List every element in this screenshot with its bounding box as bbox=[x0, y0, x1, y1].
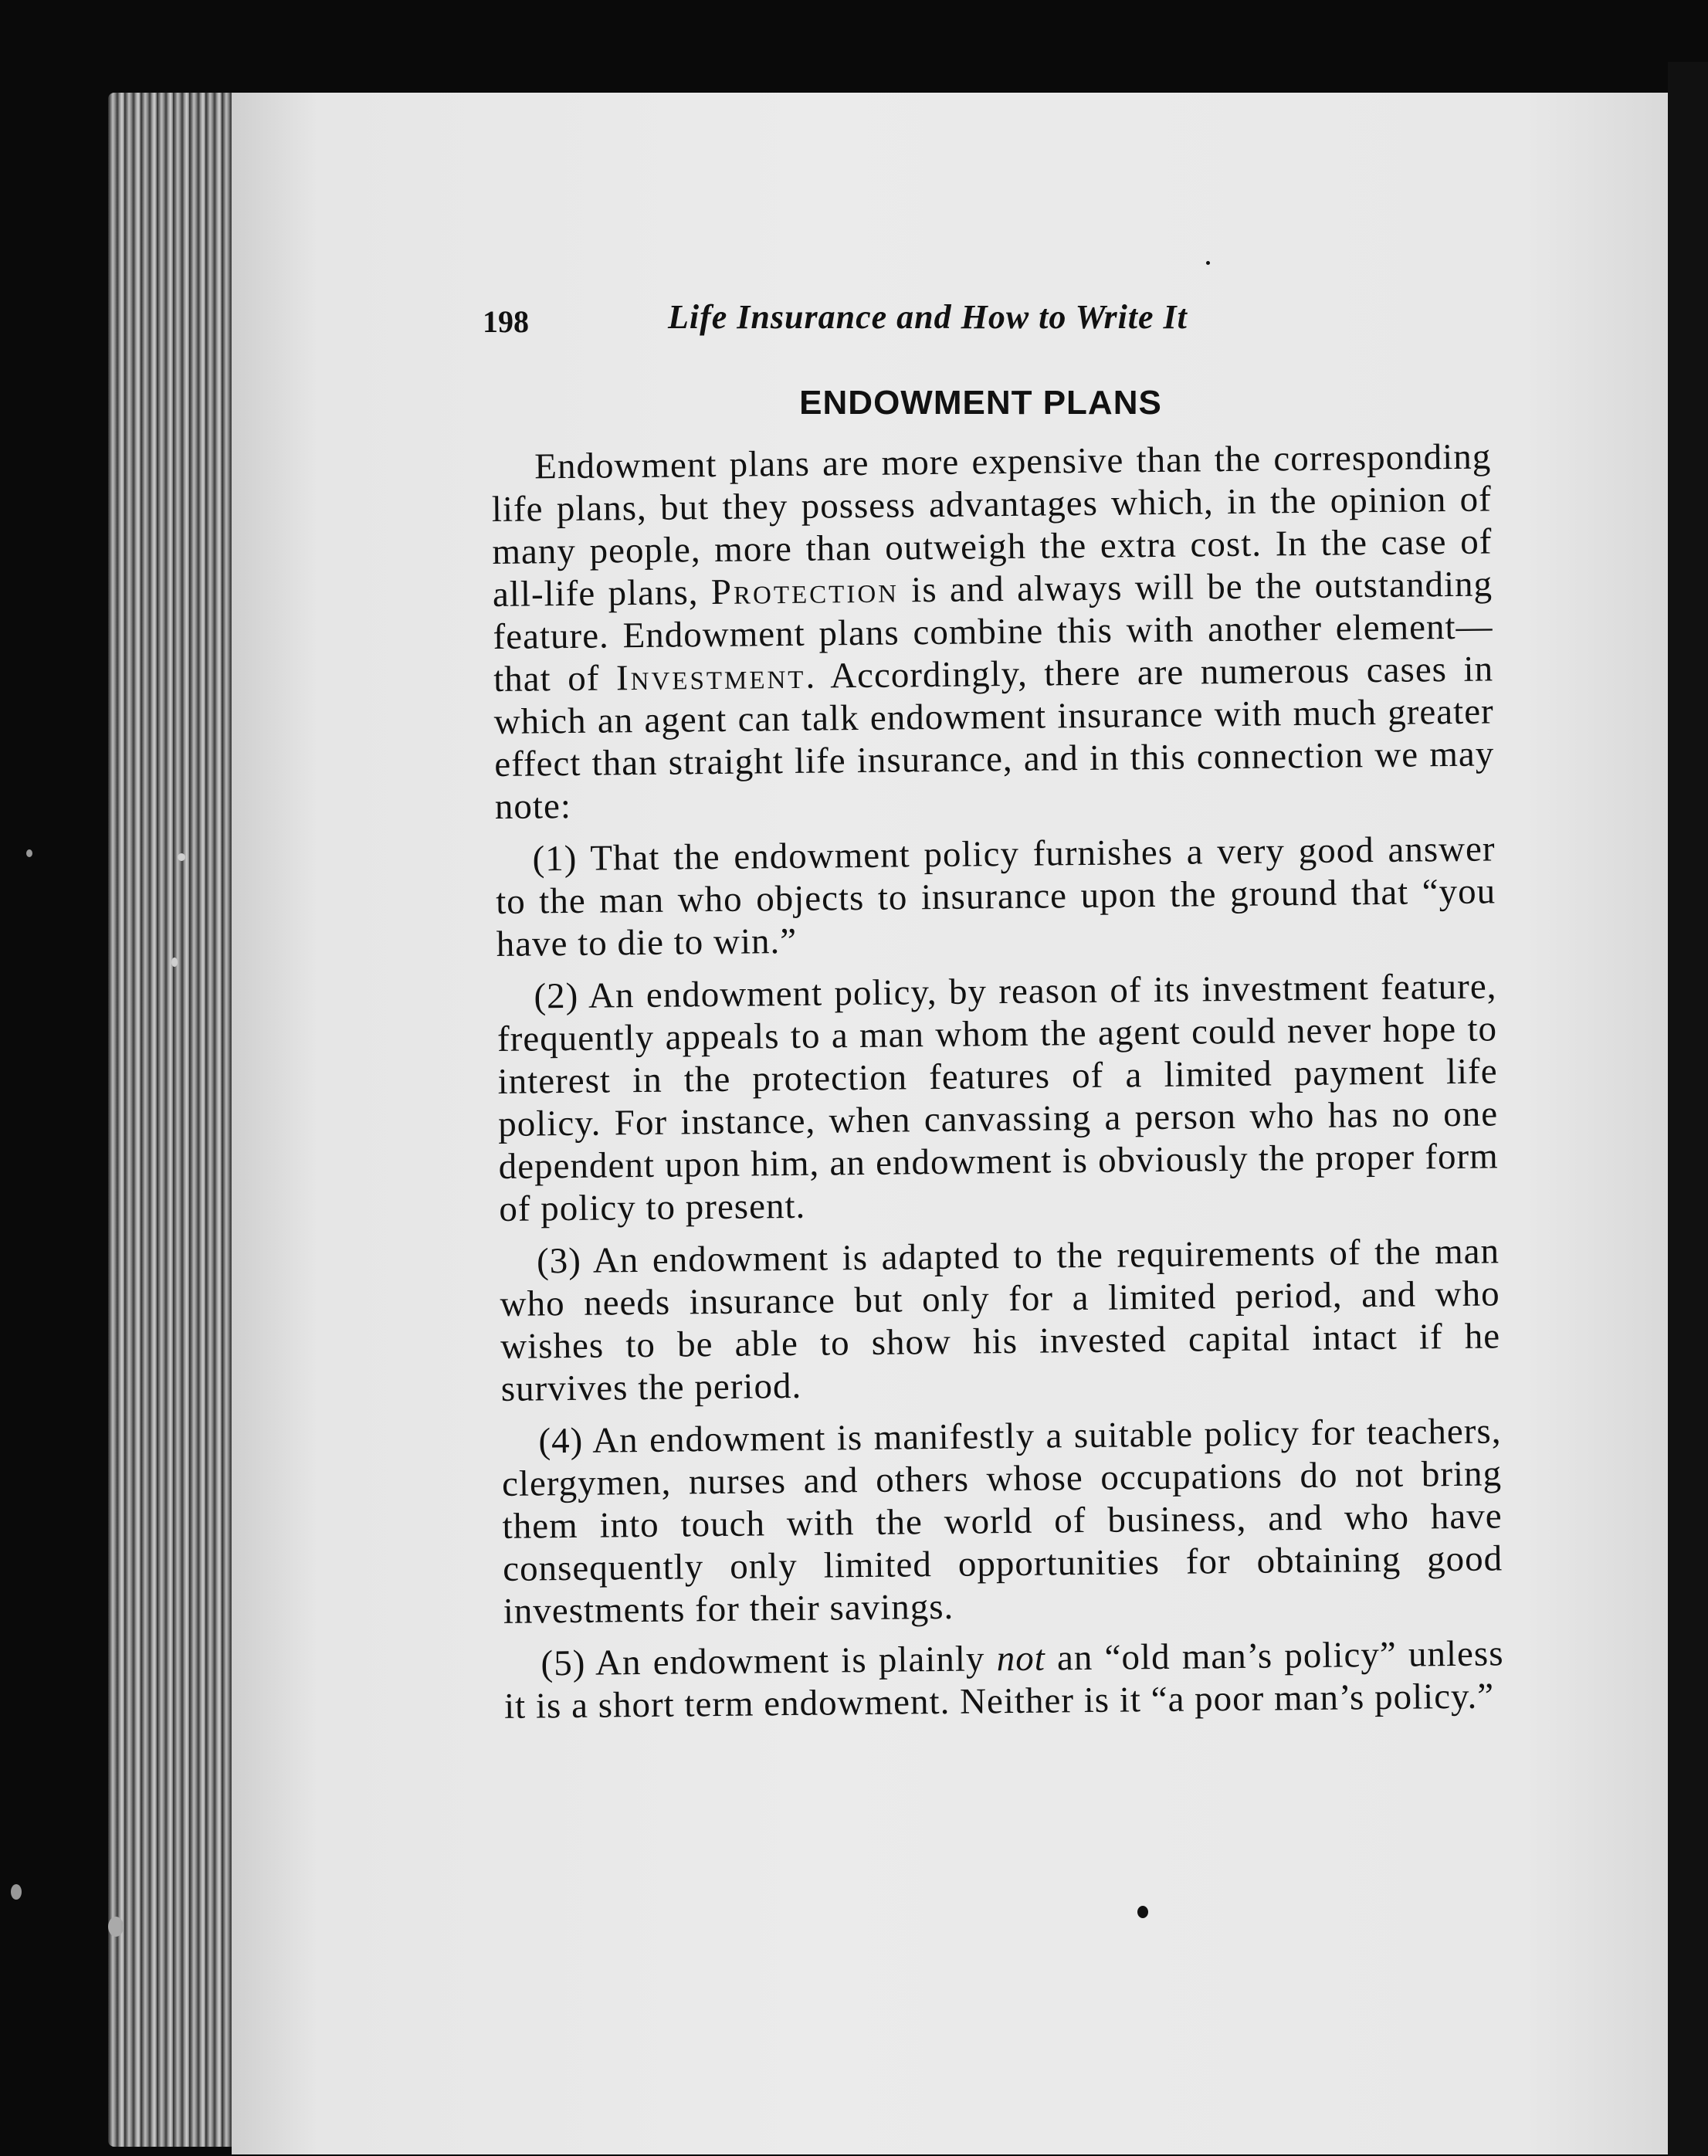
body-text bbox=[491, 436, 1504, 1737]
point-3-paragraph: (3) An endowment is adapted to the requirements of the man who needs insurance but only for a limited period, and who wishes to be able to show his invested capital intact if he survives the period. bbox=[500, 1231, 1501, 1409]
book-title: Life Insurance and How to Write It bbox=[668, 298, 1188, 336]
right-margin-shadow bbox=[1668, 62, 1708, 2156]
running-head bbox=[483, 297, 1301, 351]
page-number: 198 bbox=[483, 304, 529, 339]
emphasis-not: not bbox=[996, 1638, 1045, 1680]
intro-paragraph: Endowment plans are more expensive than the corresponding life plans, but they possess advantages which, in the opinion of many people, more than outweigh the extra cost. In the case of all-life plans, Protection is and always will be the outstanding feature. Endowment plans combine this with another element—that of Investment. Accordingly, there are numerous cases in which an agent can talk endowment insurance with much greater effect than straight life insurance, and in this connection we may note: bbox=[491, 436, 1495, 827]
ink-spot bbox=[1137, 1906, 1148, 1918]
speck bbox=[171, 958, 178, 967]
speck bbox=[26, 849, 32, 857]
speck bbox=[108, 1917, 124, 1937]
point-1-paragraph: (1) That the endowment policy furnishes a very good answer to the man who objects to insurance upon the ground that “you have to die to win.” bbox=[495, 829, 1496, 964]
term-investment: Investment bbox=[615, 656, 806, 699]
point-4-paragraph: (4) An endowment is manifestly a suitable policy for teachers, clergymen, nurses and others whose occupations do not bring them into touch with the world of business, and who have consequently only limited opportunities for obtaining good investments for their savings. bbox=[501, 1411, 1503, 1632]
point-2-paragraph: (2) An endowment policy, by reason of its investment feature, frequently appeals to a man whom the agent could never hope to interest in the protection features of a limited payment life policy. For instance, when canvassing a person who has no one dependent upon him, an endowment is obviously the proper form of policy to present. bbox=[496, 966, 1499, 1229]
ink-speck bbox=[1206, 261, 1210, 265]
speck bbox=[11, 1884, 22, 1900]
speck bbox=[178, 853, 185, 861]
term-protection: Protection bbox=[710, 570, 900, 613]
section-title: ENDOWMENT PLANS bbox=[799, 384, 1162, 422]
point-5-paragraph: (5) An endowment is plainly not an “old man’s policy” unless it is a short term endowment. Neither is it “a poor man’s policy.” bbox=[503, 1633, 1504, 1727]
